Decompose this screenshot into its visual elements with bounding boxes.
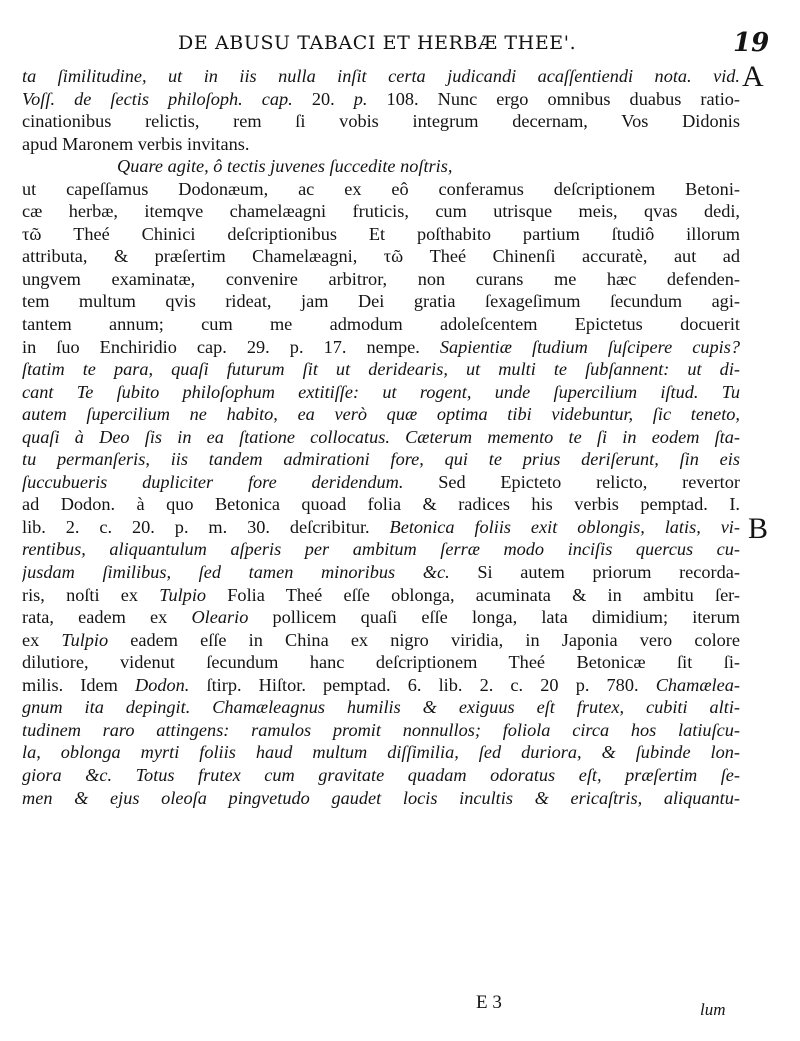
page-header <box>0 28 800 64</box>
text-line <box>22 471 740 494</box>
text-line <box>22 584 740 607</box>
italic-segment: giora &c. Totus frutex cum gravitate quadam odoratus eſt, præſertim ſe- <box>22 764 740 785</box>
italic-segment: Voſſ. de ſectis philoſoph. cap. <box>22 88 312 109</box>
page-number: 19 <box>733 28 770 58</box>
italic-segment: tu permanſeris, iis tandem admirationi fore, qui te prius deriſerunt, ſin eis <box>22 449 740 470</box>
text-line <box>22 336 740 359</box>
roman-segment: attributa, & præſertim Chamelæagni, τῶ Theé Chinenſi accuratè, aut ad <box>22 246 740 267</box>
text-line <box>22 178 740 201</box>
text-line <box>22 719 740 742</box>
margin-letter-a: A <box>742 60 764 93</box>
roman-segment: apud Maronem verbis invitans. <box>22 133 250 154</box>
text-line <box>22 200 740 223</box>
italic-segment: quaſi à Deo ſis in ea ſtatione collocatus. Cæterum memento te ſi in eodem ſta- <box>22 426 740 447</box>
roman-segment: ungvem examinatæ, convenire arbitror, non curans me hæc defenden- <box>22 268 740 289</box>
body-text <box>22 65 740 809</box>
roman-segment: tem multum qvis rideat, jam Dei gratia ſexageſimum ſecundum agi- <box>22 291 740 312</box>
text-line <box>22 426 740 449</box>
roman-segment: 20. <box>311 88 335 109</box>
catchword: lum <box>700 1000 726 1019</box>
italic-segment: la, oblonga myrti foliis haud multum diſſimilia, ſed duriora, & ſubinde lon- <box>22 742 740 763</box>
text-line <box>22 787 740 810</box>
page-footer <box>0 992 800 1032</box>
text-line <box>22 741 740 764</box>
italic-segment: Tulpio <box>159 584 207 605</box>
roman-segment: Folia Theé eſſe oblonga, acuminata & in ambitu ſer- <box>206 584 740 605</box>
text-line <box>22 313 740 336</box>
roman-segment: ris, noſti ex <box>22 584 160 605</box>
roman-segment: ex <box>22 629 62 650</box>
roman-segment: 108. Nunc ergo omnibus duabus ratio- <box>386 88 740 109</box>
roman-segment: τῶ Theé Chinici deſcriptionibus Et poſthabito partium ſtudiô illorum <box>22 223 740 244</box>
italic-segment: Betonica foliis exit oblongis, latis, vi- <box>389 516 740 537</box>
italic-segment: Quare agite, ô tectis juvenes ſuccedite noſtris, <box>117 156 453 177</box>
text-line <box>22 606 740 629</box>
text-line <box>22 290 740 313</box>
running-title: DE ABUSU TABACI ET HERBÆ THEE'. <box>178 32 577 54</box>
roman-segment: ad Dodon. à quo Betonica quoad folia & radices his verbis pemptad. I. <box>22 494 740 515</box>
italic-segment: ſuccubueris dupliciter fore deridendum. <box>22 471 439 492</box>
text-line <box>22 674 740 697</box>
text-line <box>22 223 740 246</box>
text-line <box>22 88 740 111</box>
italic-segment: ſtatim te para, quaſi futurum ſit ut deridearis, ut multi te ſubſannent: ut di- <box>22 359 740 380</box>
roman-segment: rata, eadem ex <box>22 607 192 628</box>
signature-mark: E 3 <box>476 992 502 1013</box>
italic-segment: men & ejus oleoſa pingvetudo gaudet locis incultis & ericaſtris, aliquantu- <box>22 787 740 808</box>
roman-segment: cinationibus relictis, rem ſi vobis integrum decernam, Vos Didonis <box>22 111 740 132</box>
text-line <box>22 133 740 156</box>
text-line <box>22 629 740 652</box>
text-line <box>22 696 740 719</box>
roman-segment: Sed Epicteto relicto, revertor <box>438 471 740 492</box>
italic-segment: tudinem raro attingens: ramulos promit nonnullos; foliola circa hos latiuſcu- <box>22 719 740 740</box>
text-line <box>22 538 740 561</box>
margin-letter-b: B <box>748 512 769 545</box>
text-line <box>22 764 740 787</box>
roman-segment: tantem annum; cum me admodum adoleſcentem Epictetus docuerit <box>22 314 740 335</box>
italic-segment: Dodon. <box>135 674 190 695</box>
roman-segment: milis. Idem <box>22 674 135 695</box>
roman-segment: pollicem quaſi eſſe longa, lata dimidium; iterum <box>248 607 740 628</box>
text-line <box>22 651 740 674</box>
italic-segment: cant Te ſubito philoſophum extitiſſe: ut rogent, unde ſupercilium iſtud. Tu <box>22 381 740 402</box>
roman-segment: cæ herbæ, itemqve chamelæagni fruticis, cum utrisque meis, qvas dedi, <box>22 201 740 222</box>
italic-segment: Chamælea- <box>655 674 740 695</box>
italic-segment: ta ſimilitudine, ut in iis nulla inſit certa judicandi acaſſentiendi nota. vid. <box>22 66 740 86</box>
text-line <box>22 493 740 516</box>
italic-segment: p. <box>334 88 387 109</box>
roman-segment: ſtirp. Hiſtor. pemptad. 6. lib. 2. c. 20 p. 780. <box>189 674 656 695</box>
text-line <box>22 448 740 471</box>
text-line <box>22 155 740 178</box>
italic-segment: Sapientiæ ſtudium ſuſcipere cupis? <box>439 336 740 357</box>
italic-segment: rentibus, aliquantulum aſperis per ambitum ſerræ modo inciſis quercus cu- <box>22 539 740 560</box>
italic-segment: Tulpio <box>61 629 109 650</box>
text-line <box>22 561 740 584</box>
text-line <box>22 110 740 133</box>
roman-segment: lib. 2. c. 20. p. m. 30. deſcribitur. <box>22 516 390 537</box>
roman-segment: Si autem priorum recorda- <box>477 562 740 583</box>
roman-segment: dilutiore, videnut ſecundum hanc deſcriptionem Theé Betonicæ ſit ſi- <box>22 652 740 673</box>
text-line <box>22 268 740 291</box>
italic-segment: gnum ita depingit. Chamæleagnus humilis & exiguus eſt frutex, cubiti alti- <box>22 697 740 718</box>
italic-segment: Oleario <box>191 607 249 628</box>
italic-segment: jusdam ſimilibus, ſed tamen minoribus &c. <box>22 562 478 583</box>
text-line <box>22 358 740 381</box>
text-line <box>22 516 740 539</box>
text-line <box>22 245 740 268</box>
text-line <box>22 65 740 88</box>
text-line <box>22 381 740 404</box>
roman-segment: in ſuo Enchiridio cap. 29. p. 17. nempe. <box>22 336 440 357</box>
text-line <box>22 403 740 426</box>
roman-segment: eadem eſſe in China ex nigro viridia, in Japonia vero colore <box>108 629 740 650</box>
italic-segment: autem ſupercilium ne habito, ea verò quæ optima tibi videbuntur, ſic teneto, <box>22 404 740 425</box>
roman-segment: ut capeſſamus Dodonæum, ac ex eô conferamus deſcriptionem Betoni- <box>22 178 740 199</box>
